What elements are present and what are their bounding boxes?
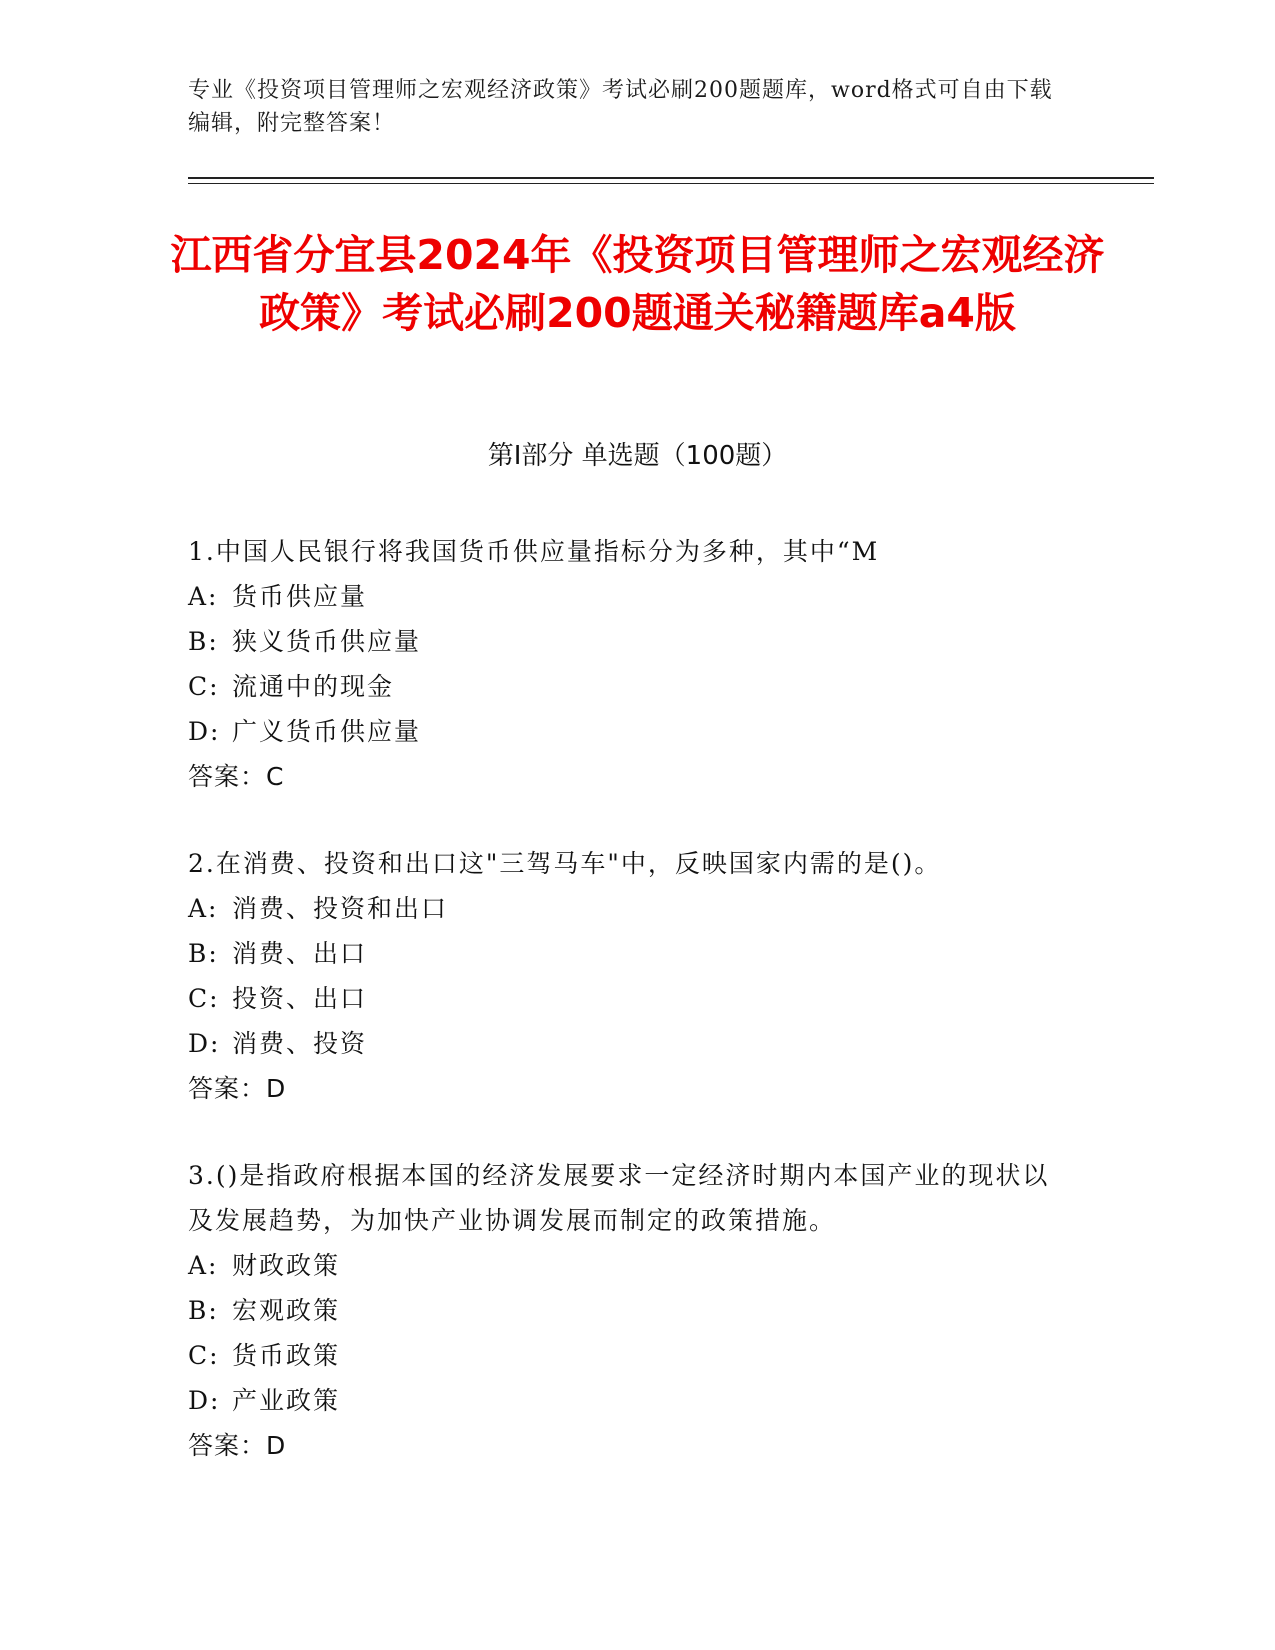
- option-c: [188, 1333, 1068, 1378]
- option-text: 产业政策: [232, 1386, 341, 1415]
- option-b: [188, 1288, 1068, 1333]
- option-text: 消费、投资: [232, 1029, 368, 1058]
- question-list: [188, 529, 1068, 1510]
- option-c: [188, 976, 1068, 1021]
- option-text: 消费、出口: [232, 939, 368, 968]
- option-key: B:: [188, 1296, 219, 1325]
- option-key: B:: [188, 939, 219, 968]
- option-b: [188, 931, 1068, 976]
- option-d: [188, 709, 1068, 754]
- option-a: [188, 1243, 1068, 1288]
- answer-line: 答案：D: [188, 1431, 287, 1460]
- header-divider-thin: [188, 183, 1154, 184]
- option-a: [188, 574, 1068, 619]
- question-stem: 3.()是指政府根据本国的经济发展要求一定经济时期内本国产业的现状以及发展趋势，为加快产业协调发展而制定的政策措施。: [188, 1161, 1050, 1235]
- option-key: B:: [188, 627, 219, 656]
- question-1: [188, 529, 1068, 799]
- option-text: 货币政策: [232, 1341, 341, 1370]
- option-key: A:: [188, 582, 219, 611]
- option-text: 财政政策: [232, 1251, 341, 1280]
- header-note: 专业《投资项目管理师之宏观经济政策》考试必刷200题题库，word格式可自由下载编辑，附完整答案！: [188, 78, 1053, 136]
- question-2: [188, 841, 1068, 1111]
- option-key: C:: [188, 984, 220, 1013]
- option-key: D:: [188, 717, 221, 746]
- option-text: 广义货币供应量: [232, 717, 422, 746]
- option-d: [188, 1021, 1068, 1066]
- document-title: 江西省分宜县2024年《投资项目管理师之宏观经济政策》考试必刷200题通关秘籍题库a4版: [170, 231, 1105, 337]
- header-divider-thick: [188, 177, 1154, 179]
- option-key: C:: [188, 672, 220, 701]
- option-d: [188, 1378, 1068, 1423]
- section-heading: 第I部分 单选题（100题）: [487, 441, 788, 471]
- question-3: [188, 1153, 1068, 1468]
- option-key: A:: [188, 894, 219, 923]
- option-c: [188, 664, 1068, 709]
- option-text: 流通中的现金: [232, 672, 395, 701]
- option-key: C:: [188, 1341, 220, 1370]
- option-text: 宏观政策: [232, 1296, 341, 1325]
- option-key: A:: [188, 1251, 219, 1280]
- option-a: [188, 886, 1068, 931]
- option-b: [188, 619, 1068, 664]
- option-key: D:: [188, 1029, 221, 1058]
- option-text: 投资、出口: [232, 984, 368, 1013]
- answer-line: 答案：C: [188, 762, 285, 791]
- option-text: 货币供应量: [232, 582, 368, 611]
- option-text: 消费、投资和出口: [232, 894, 449, 923]
- answer-line: 答案：D: [188, 1074, 287, 1103]
- question-stem: 1.中国人民银行将我国货币供应量指标分为多种，其中“M: [188, 537, 880, 566]
- option-text: 狭义货币供应量: [232, 627, 422, 656]
- option-key: D:: [188, 1386, 221, 1415]
- question-stem: 2.在消费、投资和出口这"三驾马车"中，反映国家内需的是()。: [188, 849, 942, 878]
